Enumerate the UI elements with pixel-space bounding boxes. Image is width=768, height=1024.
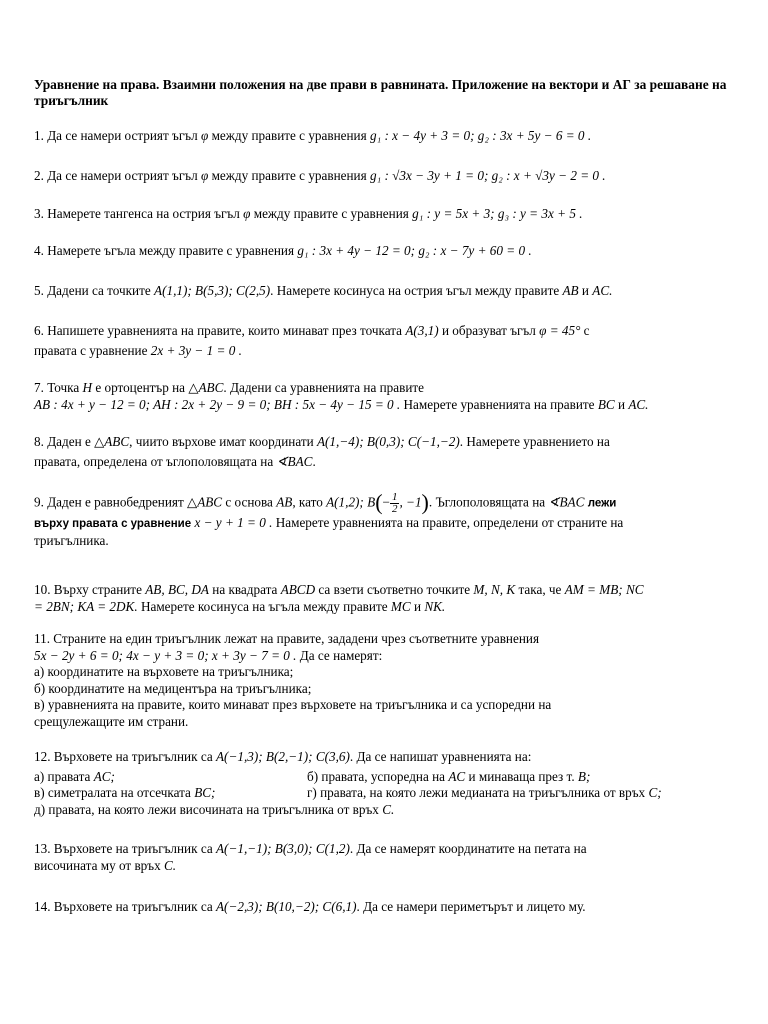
problem-12-item-b: б) правата, успоредна на AC и минаваща през т. B; [307,768,591,784]
problem-11: 11. Страните на един триъгълник лежат на правите, зададени чрез съответните уравнения 5x − 2y + 6 = 0; 4x − y + 3 = 0; x + 3y − 7 = 0 . Да се намерят: а) координатите на върховете на триъгълника; б) координатите на медицентъра на триъгълника; в) уравненията на правите, които минават през върховете на триъгълника и са успоредни на срещулежащите им страни. [34,631,746,730]
problem-4-equations: g₁ : 3x + 4y − 12 = 0; g₂ : x − 7y + 60 = 0 . [297,243,532,258]
problem-13: 13. Върховете на триъгълник са A(−1,−1); B(3,0); C(1,2). Да се намерят координатите на петата на височината му от връх C. [34,841,587,873]
problem-5: 5. Дадени са точките A(1,1); B(5,3); C(2,5). Намерете косинуса на острия ъгъл между правите AB и AC. [34,283,613,298]
problem-11-item-v: в) уравненията на правите, които минават през върховете на триъгълника и са успоредни на [34,697,552,712]
problem-5-points: A(1,1); B(5,3); C(2,5) [154,283,271,298]
problem-1-equations: g₁ : x − 4y + 3 = 0; g₂ : 3x + 5y − 6 = 0 . [369,128,592,143]
page-title: Уравнение на права. Взаимни положения на две прави в равнината. Приложение на вектори и АГ за решаване на триъгълник [34,77,727,108]
problem-2: 2. Да се намери острият ъгъл φ между правите с уравнения g₁ : √3x − 3y + 1 = 0; g₂ : x + √3y − 2 = 0 . [34,168,606,183]
problem-2-equations: g₁ : √3x − 3y + 1 = 0; g₂ : x + √3y − 2 = 0 . [369,168,606,183]
fraction-half: $\frac{1}{2}$ [391,491,398,515]
problem-1: 1. Да се намери острият ъгъл φ между правите с уравнения g₁ : x − 4y + 3 = 0; g₂ : 3x + 5y − 6 = 0 . [34,128,592,143]
problem-12-item-v: в) симетралата на отсечката BC; [34,785,216,800]
problem-12-item-g: г) правата, на която лежи медианата на триъгълника от връх C; [307,785,662,800]
problem-11-item-b: б) координатите на медицентъра на триъгълника; [34,680,312,696]
problem-12-item-a: а) правата AC; [34,768,115,784]
problem-12: 12. Върховете на триъгълник са A(−1,3); B(2,−1); C(3,6). Да се напишат уравненията на: а) правата AC; б) правата, успоредна на AC и минаваща през т. B; в) симетралата на отсечката BC; г) правата, на която лежи медианата на триъгълника от връх C; д) правата, на която лежи височината на триъгълника от връх C. [34,749,746,818]
problem-3-equations: g₁ : y = 5x + 3; g₃ : y = 3x + 5 . [412,206,583,221]
problem-4: 4. Намерете ъгъла между правите с уравнения g₁ : 3x + 4y − 12 = 0; g₂ : x − 7y + 60 = 0 . [34,243,532,258]
problem-8: 8. Даден е △ABC, чиито върхове имат координати A(1,−4); B(0,3); C(−1,−2). Намерете уравнението на правата, определена от ъглополовящата на ∢BAC. [34,434,610,469]
problem-11-item-a: а) координатите на върховете на триъгълника; [34,664,294,679]
problem-10: 10. Върху страните AB, BC, DA на квадрата ABCD са взети съответно точките M, N, K така, че AM = MB; NC = 2BN; KA = 2DK. Намерете косинуса на ъгъла между правите MC и NK. [34,582,644,614]
problem-6: 6. Напишете уравненията на правите, които минават през точката A(3,1) и образуват ъгъл φ = 45° с правата с уравнение 2x + 3y − 1 = 0 . [34,323,590,358]
problem-7: 7. Точка H е ортоцентър на △ABC. Дадени са уравненията на правите AB : 4x + y − 12 = 0; AH : 2x + 2y − 9 = 0; BH : 5x − 4y − 15 = 0 . Намерете уравненията на правите BC и AC. [34,380,649,412]
problem-9: 9. Даден е равнобедреният △ABC с основа AB, като A(1,2); B(− $\frac{1}{2}$ , −1). Ъглополовящата на ∢BAC лежи върху правата с уравнение x − y + 1 = 0 . Намерете уравненията на правите, определени от страните на триъгълника. [34,489,624,548]
problem-11-item-v-cont: срещулежащите им страни. [34,713,189,729]
problem-12-item-d: д) правата, на която лежи височината на триъгълника от връх C. [34,801,395,817]
problem-3: 3. Намерете тангенса на острия ъгъл φ между правите с уравнения g₁ : y = 5x + 3; g₃ : y = 3x + 5 . [34,206,583,221]
problem-14: 14. Върховете на триъгълник са A(−2,3); B(10,−2); C(6,1). Да се намери периметърът и лицето му. [34,899,586,914]
